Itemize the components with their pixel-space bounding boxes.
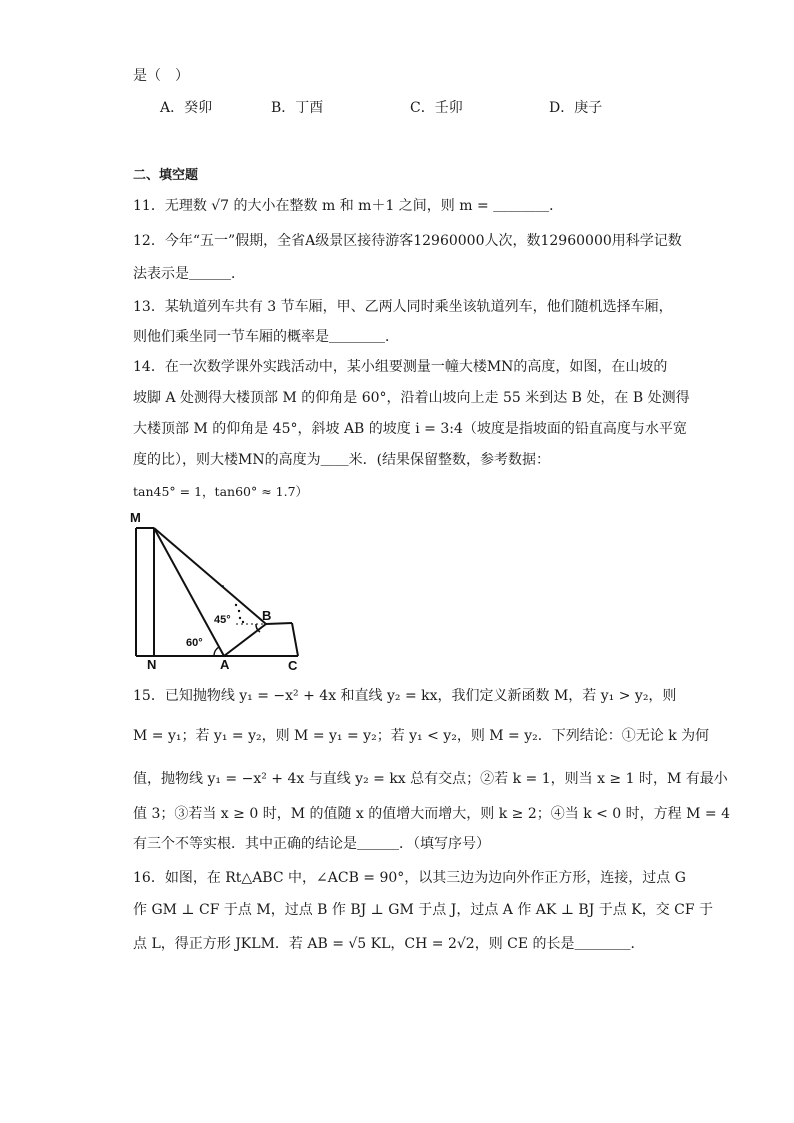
q14-line-4: 度的比），则大楼MN的高度为＿＿米．(结果保留整数，参考数据： <box>133 452 551 468</box>
q10-option-d: D．庚子 <box>549 100 603 116</box>
q10-option-b: B．丁酉 <box>271 100 324 116</box>
label-b: B <box>262 608 272 623</box>
q12-line-2: 法表示是＿＿＿． <box>133 266 245 282</box>
angle-60-label: 60° <box>186 637 203 649</box>
q16-line-3: 点 L，得正方形 JKLM．若 AB = √5 KL，CH = 2√2，则 CE 的长是＿＿＿＿． <box>133 936 645 952</box>
slope-right <box>292 623 298 656</box>
label-c: C <box>288 658 298 673</box>
dot-mark <box>235 604 237 606</box>
slope-top <box>266 623 292 624</box>
q16-line-2: 作 GM ⊥ CF 于点 M，过点 B 作 BJ ⊥ GM 于点 J，过点 A 作 AK ⊥ BJ 于点 K，交 CF 于 <box>133 902 714 918</box>
label-n: N <box>147 657 157 672</box>
q15-line-5: 有三个不等实根．其中正确的结论是＿＿＿．（填写序号） <box>133 836 490 852</box>
slope-ab <box>224 624 266 656</box>
q11-line-1: 11．无理数 √7 的大小在整数 m 和 m＋1 之间，则 m = ＿＿＿＿． <box>133 198 564 214</box>
q13-line-1: 13．某轨道列车共有 3 节车厢，甲、乙两人同时乘坐该轨道列车，他们随机选择车厢， <box>133 299 673 315</box>
angle-arc-a <box>214 647 219 656</box>
q14-line-2: 坡脚 A 处测得大楼顶部 M 的仰角是 60°，沿着山坡向上走 55 米到达 B 处，在 B 处测得 <box>133 390 690 406</box>
q16-line-1: 16．如图，在 Rt△ABC 中，∠ACB = 90°，以其三边为边向外作正方形，连接，过点 G <box>133 870 686 886</box>
q10-tail: 是（ ） <box>133 68 189 84</box>
angle-45-label: 45° <box>214 614 231 626</box>
q14-line-5: tan45° = 1，tan60° ≈ 1.7） <box>133 484 309 499</box>
label-a: A <box>220 657 230 672</box>
sight-line-b <box>154 528 266 624</box>
q10-option-c: C．壬卯 <box>410 100 463 116</box>
q14-line-3: 大楼顶部 M 的仰角是 45°，斜坡 AB 的坡度 i = 3:4（坡度是指坡面的铅直高度与水平宽 <box>133 421 687 437</box>
q15-line-2: M = y₁；若 y₁ = y₂，则 M = y₁ = y₂；若 y₁ < y₂，则 M = y₂．下列结论：①无论 k 为何 <box>133 728 710 744</box>
dot-mark <box>238 610 240 612</box>
q10-option-a: A．癸卯 <box>160 100 213 116</box>
q15-line-1: 15．已知抛物线 y₁ = −x² + 4x 和直线 y₂ = kx，我们定义新函数 M，若 y₁ > y₂，则 <box>133 688 677 704</box>
q13-line-2: 则他们乘坐同一节车厢的概率是＿＿＿＿． <box>133 329 399 345</box>
section-title: 二、填空题 <box>133 168 199 183</box>
dot-mark <box>239 617 241 619</box>
q15-line-4: 值 3；③若当 x ≥ 0 时，M 的值随 x 的值增大而增大，则 k ≥ 2；④当 k < 0 时，方程 M = 4 <box>133 806 730 822</box>
dot-mark <box>242 621 244 623</box>
q15-line-3: 值，抛物线 y₁ = −x² + 4x 与直线 y₂ = kx 总有交点；②若 k = 1，则当 x ≥ 1 时，M 有最小 <box>133 771 728 787</box>
q14-line-1: 14．在一次数学课外实践活动中，某小组要测量一幢大楼MN的高度，如图，在山坡的 <box>133 359 668 375</box>
dot-mark <box>222 585 224 587</box>
q12-line-1: 12．今年“五一”假期，全省A级景区接待游客12960000人次，数12960000用科学记数 <box>133 233 682 249</box>
building-slope-figure <box>128 508 308 674</box>
q10-options <box>0 98 794 118</box>
label-m: M <box>130 510 141 525</box>
